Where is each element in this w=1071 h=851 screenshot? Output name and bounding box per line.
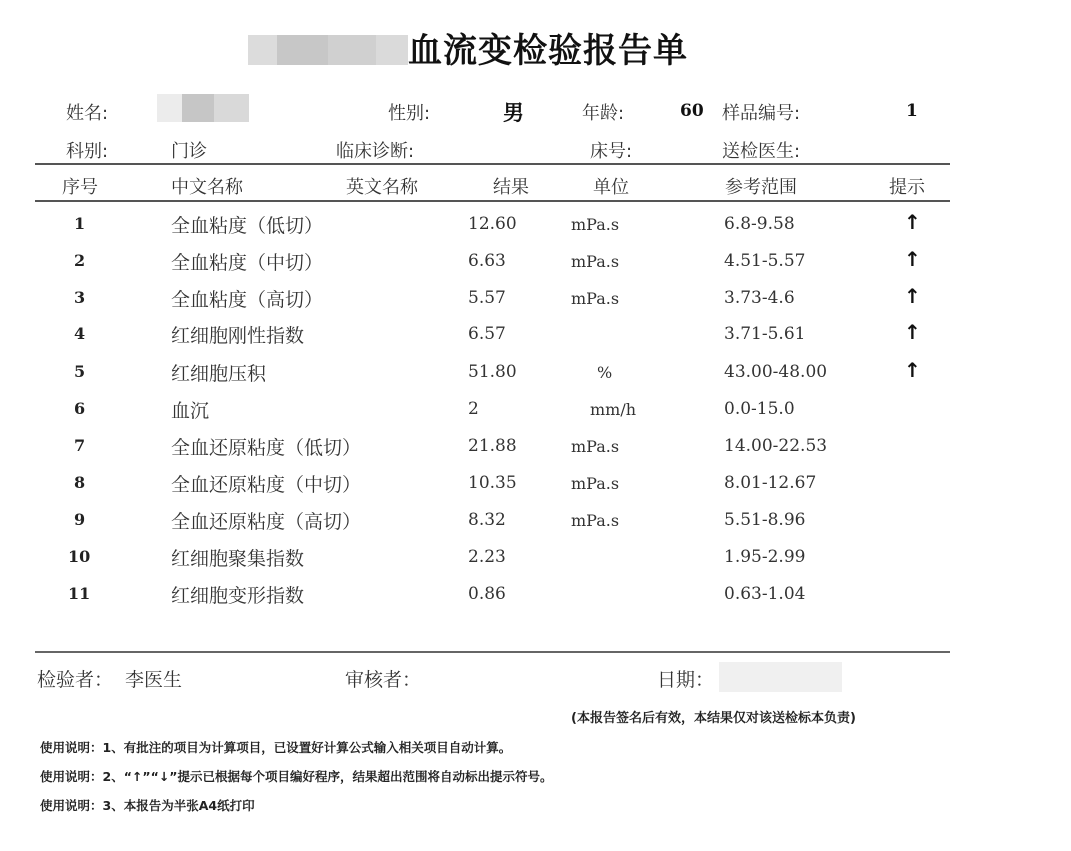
row-reference: 1.95-2.99 [724, 547, 806, 567]
row-unit: % [597, 363, 613, 382]
row-reference: 3.73-4.6 [724, 288, 795, 308]
col-header-reference: 参考范围 [725, 177, 797, 198]
row-index: 6 [74, 399, 86, 418]
row-unit: mm/h [590, 400, 637, 419]
table-row [0, 245, 1071, 281]
row-cn-name: 红细胞压积 [171, 363, 267, 385]
row-result: 2 [468, 399, 479, 419]
gender-label: 性别: [388, 103, 431, 124]
col-header-cn-name: 中文名称 [171, 177, 243, 198]
row-result: 2.23 [468, 547, 506, 567]
row-unit: mPa.s [571, 289, 620, 308]
age-label: 年龄: [582, 103, 625, 124]
col-header-en-name: 英文名称 [346, 177, 418, 198]
row-unit: mPa.s [571, 437, 620, 456]
gender-value: 男 [503, 101, 524, 125]
examiner-label: 检验者： [37, 669, 114, 691]
header-top-divider [35, 163, 950, 165]
row-reference: 4.51-5.57 [724, 251, 806, 271]
usage-note-3: 使用说明：3、本报告为半张A4纸打印 [40, 798, 255, 813]
doctor-label: 送检医生: [722, 141, 801, 162]
row-reference: 0.0-15.0 [724, 399, 795, 419]
row-index: 9 [74, 510, 86, 529]
col-header-unit: 单位 [593, 177, 629, 198]
report-title-text: 血流变检验报告单 [408, 30, 688, 71]
department-value: 门诊 [171, 141, 207, 162]
row-reference: 6.8-9.58 [724, 214, 795, 234]
table-row [0, 318, 1071, 354]
redacted-date [719, 662, 842, 692]
row-cn-name: 全血还原粘度（高切） [171, 511, 362, 533]
row-index: 8 [74, 473, 86, 492]
row-index: 4 [74, 324, 86, 343]
col-header-index: 序号 [62, 177, 98, 198]
row-unit: mPa.s [571, 252, 620, 271]
arrow-up-icon: ↑ [904, 358, 921, 382]
row-reference: 3.71-5.61 [724, 324, 806, 344]
row-cn-name: 全血粘度（低切） [171, 215, 324, 237]
arrow-up-icon: ↑ [904, 320, 921, 344]
arrow-up-icon: ↑ [904, 247, 921, 271]
row-index: 1 [74, 214, 86, 233]
col-header-flag: 提示 [889, 177, 925, 198]
row-unit: mPa.s [571, 215, 620, 234]
table-row [0, 467, 1071, 503]
table-row [0, 430, 1071, 466]
row-result: 5.57 [468, 288, 506, 308]
row-cn-name: 全血粘度（高切） [171, 289, 324, 311]
name-label: 姓名: [66, 103, 109, 124]
row-reference: 0.63-1.04 [724, 584, 806, 604]
disclaimer: (本报告签名后有效，本结果仅对该送检标本负责) [571, 711, 856, 726]
usage-note-2: 使用说明：2、“↑”“↓”提示已根据每个项目编好程序，结果超出范围将自动标出提示符号。 [40, 769, 553, 784]
row-result: 8.32 [468, 510, 506, 530]
row-result: 12.60 [468, 214, 517, 234]
row-unit: mPa.s [571, 511, 620, 530]
table-row [0, 578, 1071, 614]
reviewer-label: 审核者： [345, 669, 422, 691]
row-result: 10.35 [468, 473, 517, 493]
table-row [0, 282, 1071, 318]
row-cn-name: 全血粘度（中切） [171, 252, 324, 274]
row-result: 51.80 [468, 362, 517, 382]
row-index: 3 [74, 288, 86, 307]
redacted-hospital-name [248, 35, 408, 65]
diagnosis-label: 临床诊断: [336, 141, 415, 162]
row-index: 7 [74, 436, 86, 455]
row-cn-name: 红细胞变形指数 [171, 585, 305, 607]
date-label: 日期： [657, 669, 715, 691]
arrow-up-icon: ↑ [904, 284, 921, 308]
arrow-up-icon: ↑ [904, 210, 921, 234]
row-cn-name: 全血还原粘度（低切） [171, 437, 362, 459]
row-unit: mPa.s [571, 474, 620, 493]
row-cn-name: 血沉 [171, 400, 210, 422]
usage-note-1: 使用说明：1、有批注的项目为计算项目，已设置好计算公式输入相关项目自动计算。 [40, 740, 512, 755]
row-index: 2 [74, 251, 86, 270]
table-row [0, 356, 1071, 392]
row-reference: 8.01-12.67 [724, 473, 817, 493]
header-bottom-divider [35, 200, 950, 202]
row-index: 10 [68, 547, 91, 566]
examiner-value: 李医生 [125, 669, 183, 691]
bed-label: 床号: [590, 141, 633, 162]
footer-divider [35, 651, 950, 653]
row-index: 11 [68, 584, 91, 603]
department-label: 科别: [66, 141, 109, 162]
row-result: 6.63 [468, 251, 506, 271]
redacted-patient-name [157, 94, 249, 122]
row-cn-name: 全血还原粘度（中切） [171, 474, 362, 496]
row-reference: 43.00-48.00 [724, 362, 828, 382]
row-reference: 14.00-22.53 [724, 436, 828, 456]
table-row [0, 393, 1071, 429]
age-value: 60 [680, 101, 704, 121]
report-title [248, 24, 688, 70]
row-result: 21.88 [468, 436, 517, 456]
col-header-result: 结果 [493, 177, 529, 198]
row-cn-name: 红细胞刚性指数 [171, 325, 305, 347]
row-cn-name: 红细胞聚集指数 [171, 548, 305, 570]
table-row [0, 208, 1071, 244]
row-index: 5 [74, 362, 86, 381]
row-reference: 5.51-8.96 [724, 510, 806, 530]
sample-no-value: 1 [906, 101, 918, 121]
sample-no-label: 样品编号: [722, 103, 801, 124]
table-row [0, 504, 1071, 540]
table-row [0, 541, 1071, 577]
row-result: 6.57 [468, 324, 506, 344]
row-result: 0.86 [468, 584, 506, 604]
